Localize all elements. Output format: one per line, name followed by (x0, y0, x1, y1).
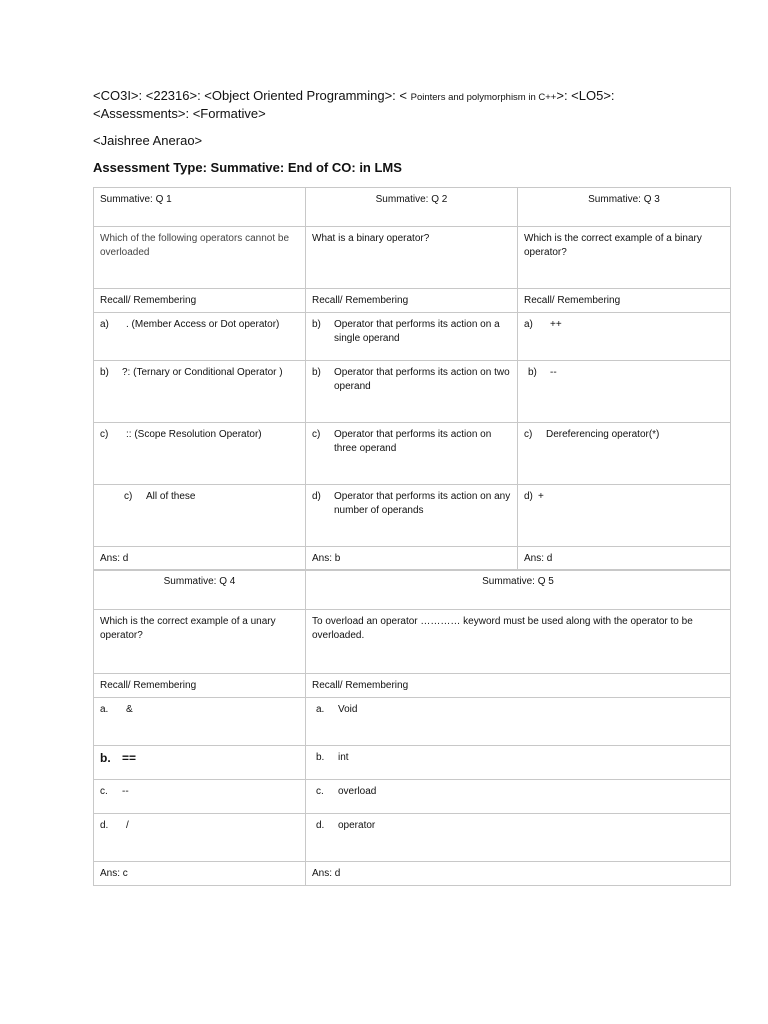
option-label: d) (524, 491, 533, 502)
q4-option-b (94, 746, 306, 780)
q4-answer: Ans: c (94, 862, 306, 886)
option-label: d. (316, 820, 325, 831)
option-text: + (538, 491, 544, 502)
option-label: d. (100, 820, 109, 831)
course-header-line2: <Assessments>: <Formative> (93, 106, 266, 121)
table-row (94, 361, 731, 423)
option-label: c) (524, 429, 533, 440)
q1-title: Summative: Q 1 (94, 188, 306, 227)
option-label: b) (312, 367, 321, 378)
option-text: Operator that performs its action on two operand (334, 367, 510, 392)
q4-option-c (94, 780, 306, 814)
table-row (94, 423, 731, 485)
course-header-topic: Pointers and polymorphism in C++ (410, 92, 557, 103)
option-text: Dereferencing operator(*) (546, 429, 660, 440)
q1-option-b (94, 361, 306, 423)
course-header-end: >: <LO5>: (556, 88, 615, 103)
table-row (94, 188, 731, 227)
option-label: a. (100, 704, 109, 715)
q4-option-d (94, 814, 306, 862)
q5-answer: Ans: d (306, 862, 731, 886)
assessment-type: Assessment Type: Summative: End of CO: in LMS (93, 160, 402, 175)
table-row (94, 289, 731, 313)
table-row (94, 674, 731, 698)
option-text: Operator that performs its action on a single operand (334, 319, 500, 344)
q3-question: Which is the correct example of a binary operator? (518, 227, 731, 289)
q1-question: Which of the following operators cannot be overloaded (94, 227, 306, 289)
table-row (94, 570, 731, 610)
q4-option-a (94, 698, 306, 746)
table-row (94, 780, 731, 814)
q4-question: Which is the correct example of a unary operator? (94, 610, 306, 674)
q2-option-a (306, 313, 518, 361)
option-text: -- (122, 786, 129, 797)
option-text: ?: (Ternary or Conditional Operator ) (122, 367, 283, 378)
option-label: c) (124, 491, 133, 502)
q5-option-b (306, 746, 731, 780)
q4-title: Summative: Q 4 (94, 570, 306, 610)
option-label: c. (100, 786, 108, 797)
course-header-main: <CO3I>: <22316>: <Object Oriented Programming>: < (93, 88, 411, 103)
option-text: :: (Scope Resolution Operator) (126, 429, 262, 440)
q2-level: Recall/ Remembering (306, 289, 518, 313)
option-text: / (126, 820, 129, 831)
option-text: Void (338, 704, 358, 715)
option-label: c) (312, 429, 321, 440)
questions-table-2 (93, 569, 731, 886)
q3-option-b (518, 361, 731, 423)
option-label: a) (524, 319, 533, 330)
option-text: overload (338, 786, 377, 797)
option-text: Operator that performs its action on three operand (334, 429, 492, 454)
table-row (94, 814, 731, 862)
q3-option-c (518, 423, 731, 485)
option-label: c) (100, 429, 109, 440)
q3-option-d (518, 485, 731, 547)
q2-question: What is a binary operator? (306, 227, 518, 289)
option-text: int (338, 752, 349, 763)
option-text: & (126, 704, 133, 715)
q2-option-c (306, 423, 518, 485)
q2-title: Summative: Q 2 (306, 188, 518, 227)
q3-level: Recall/ Remembering (518, 289, 731, 313)
q3-option-a (518, 313, 731, 361)
q5-level: Recall/ Remembering (306, 674, 731, 698)
q5-option-d (306, 814, 731, 862)
table-row (94, 485, 731, 547)
table-row (94, 862, 731, 886)
q5-title: Summative: Q 5 (306, 570, 731, 610)
q3-title: Summative: Q 3 (518, 188, 731, 227)
table-row (94, 610, 731, 674)
q3-answer: Ans: d (518, 547, 731, 571)
option-label: c. (316, 786, 324, 797)
course-header-line1 (93, 88, 615, 103)
option-text: == (122, 751, 137, 765)
option-label: b. (100, 751, 111, 765)
q1-answer: Ans: d (94, 547, 306, 571)
q1-option-c (94, 423, 306, 485)
option-text: . (Member Access or Dot operator) (126, 319, 280, 330)
option-text: All of these (146, 491, 196, 502)
option-text: -- (550, 367, 557, 378)
questions-table-1 (93, 187, 731, 571)
option-label: b) (100, 367, 109, 378)
q2-option-b (306, 361, 518, 423)
option-label: d) (312, 491, 321, 502)
q5-question: To overload an operator ………… keyword must be used along with the operator to be overloaded. (306, 610, 731, 674)
q2-option-d (306, 485, 518, 547)
table-row (94, 227, 731, 289)
option-label: b) (528, 367, 537, 378)
table-row (94, 313, 731, 361)
table-row (94, 698, 731, 746)
q2-answer: Ans: b (306, 547, 518, 571)
option-label: a. (316, 704, 325, 715)
q1-option-a (94, 313, 306, 361)
option-label: b. (316, 752, 325, 763)
table-row (94, 547, 731, 571)
option-text: operator (338, 820, 376, 831)
option-label: b) (312, 319, 321, 330)
q1-option-d (94, 485, 306, 547)
author-name: <Jaishree Anerao> (93, 133, 203, 148)
q4-level: Recall/ Remembering (94, 674, 306, 698)
option-text: ++ (550, 319, 562, 330)
q5-option-c (306, 780, 731, 814)
option-text: Operator that performs its action on any number of operands (334, 491, 511, 516)
table-row (94, 746, 731, 780)
q1-level: Recall/ Remembering (94, 289, 306, 313)
q5-option-a (306, 698, 731, 746)
option-label: a) (100, 319, 109, 330)
